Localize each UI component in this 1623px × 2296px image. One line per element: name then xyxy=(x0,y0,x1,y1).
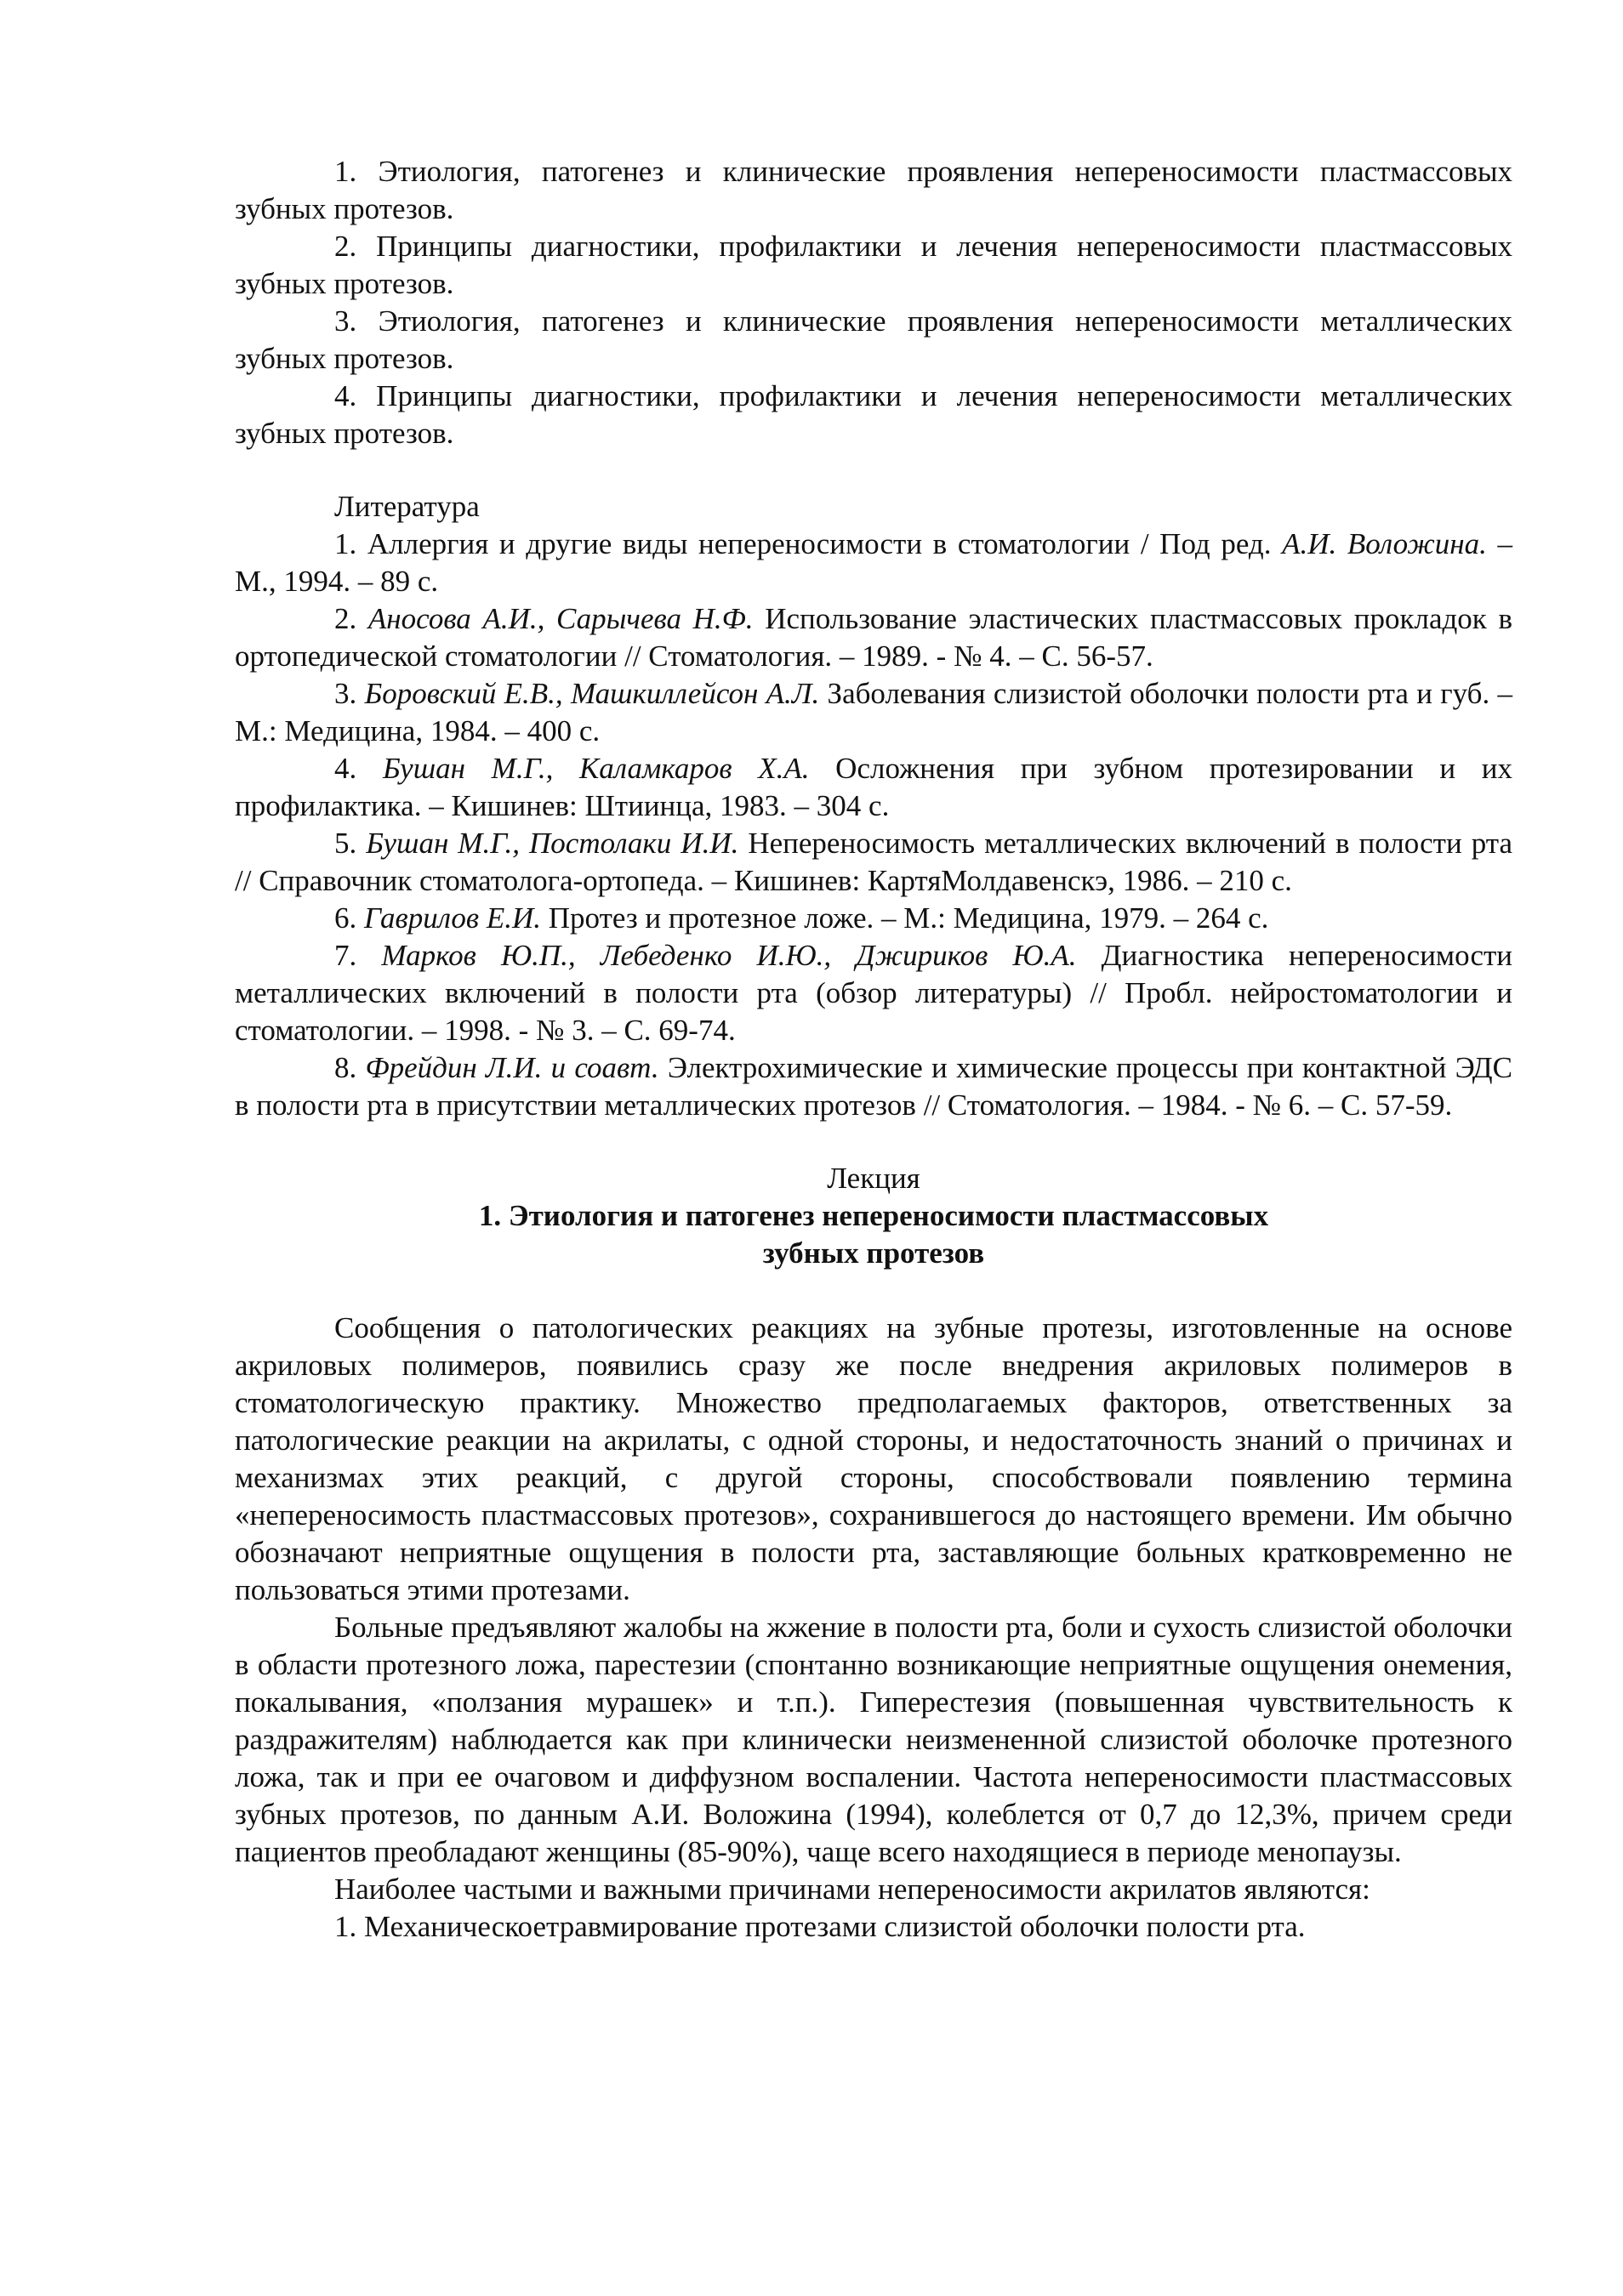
question-item: 2. Принципы диагностики, профилактики и лечения непереносимости пластмассовых зубных протезов. xyxy=(235,230,1512,300)
body-paragraph: Больные предъявляют жалобы на жжение в полости рта, боли и сухость слизистой оболочки в области протезного ложа, парестезии (спонтанно возникающие неприятные ощущения онемения, покалывания, «ползания мурашек» и т.п.). Гиперестезия (повышенная чувствительность к раздражителям) наблюдается как при клинически неизмененной слизистой оболочке протезного ложа, так и при ее очаговом и диффузном воспалении. Частота непереносимости пластмассовых зубных протезов, по данным А.И. Воложина (1994), колеблется от 0,7 до 12,3%, причем среди пациентов преобладают женщины (85-90%), чаще всего находящиеся в периоде менопаузы. xyxy=(235,1611,1512,1868)
literature-item: 6. Гаврилов Е.И. Протез и протезное ложе. – М.: Медицина, 1979. – 264 с. xyxy=(334,901,1269,935)
questions-list xyxy=(235,153,1512,452)
literature-item: 2. Аносова А.И., Сарычева Н.Ф. Использование эластических пластмассовых прокладок в ортопедической стоматологии // Стоматология. – 1989. - № 4. – С. 56-57. xyxy=(235,602,1513,673)
question-item: 4. Принципы диагностики, профилактики и лечения непереносимости металлических зубных протезов. xyxy=(235,379,1512,450)
literature-section xyxy=(235,488,1512,1124)
literature-heading: Литература xyxy=(334,490,480,523)
literature-item: 7. Марков Ю.П., Лебеденко И.Ю., Джириков Ю.А. Диагностика непереносимости металлических включений в полости рта (обзор литературы) // Пробл. нейростоматологии и стоматологии. – 1998. - № 3. – С. 69-74. xyxy=(235,939,1513,1047)
lecture-body xyxy=(235,1310,1512,1946)
lecture-title-line-1: 1. Этиология и патогенез непереносимости пластмассовых xyxy=(478,1199,1269,1232)
body-paragraph: Наиболее частыми и важными причинами непереносимости акрилатов являются: xyxy=(334,1873,1370,1906)
lecture-title-line-2: зубных протезов xyxy=(762,1236,985,1270)
question-item: 3. Этиология, патогенез и клинические проявления непереносимости металлических зубных протезов. xyxy=(235,304,1512,375)
lecture-label: Лекция xyxy=(827,1162,920,1195)
lecture-heading xyxy=(235,1160,1512,1272)
document-page xyxy=(235,153,1512,1946)
body-paragraph: 1. Механическоетравмирование протезами слизистой оболочки полости рта. xyxy=(334,1910,1306,1943)
literature-item: 3. Боровский Е.В., Машкиллейсон А.Л. Заболевания слизистой оболочки полости рта и губ. – М.: Медицина, 1984. – 400 с. xyxy=(235,677,1512,747)
literature-item: 5. Бушан М.Г., Постолаки И.И. Непереносимость металлических включений в полости рта // Справочник стоматолога-ортопеда. – Кишинев: КартяМолдавенскэ, 1986. – 210 с. xyxy=(235,827,1513,897)
literature-item: 1. Аллергия и другие виды непереносимости в стоматологии / Под ред. А.И. Воложина. – М., 1994. – 89 с. xyxy=(235,527,1513,598)
question-item: 1. Этиология, патогенез и клинические проявления непереносимости пластмассовых зубных протезов. xyxy=(235,155,1512,225)
body-paragraph: Сообщения о патологических реакциях на зубные протезы, изготовленные на основе акриловых полимеров, появились сразу же после внедрения акриловых полимеров в стоматологическую практику. Множество предполагаемых факторов, ответственных за патологические реакции на акрилаты, с одной стороны, и недостаточность знаний о причинах и механизмах этих реакций, с другой стороны, способствовали появлению термина «непереносимость пластмассовых протезов», сохранившегося до настоящего времени. Им обычно обозначают неприятные ощущения в полости рта, заставляющие больных кратковременно не пользоваться этими протезами. xyxy=(235,1311,1512,1606)
literature-item: 4. Бушан М.Г., Каламкаров Х.А. Осложнения при зубном протезировании и их профилактика. – Кишинев: Штиинца, 1983. – 304 с. xyxy=(235,752,1513,822)
literature-item: 8. Фрейдин Л.И. и соавт. Электрохимические и химические процессы при контактной ЭДС в полости рта в присутствии металлических протезов // Стоматология. – 1984. - № 6. – С. 57-59. xyxy=(235,1051,1513,1122)
